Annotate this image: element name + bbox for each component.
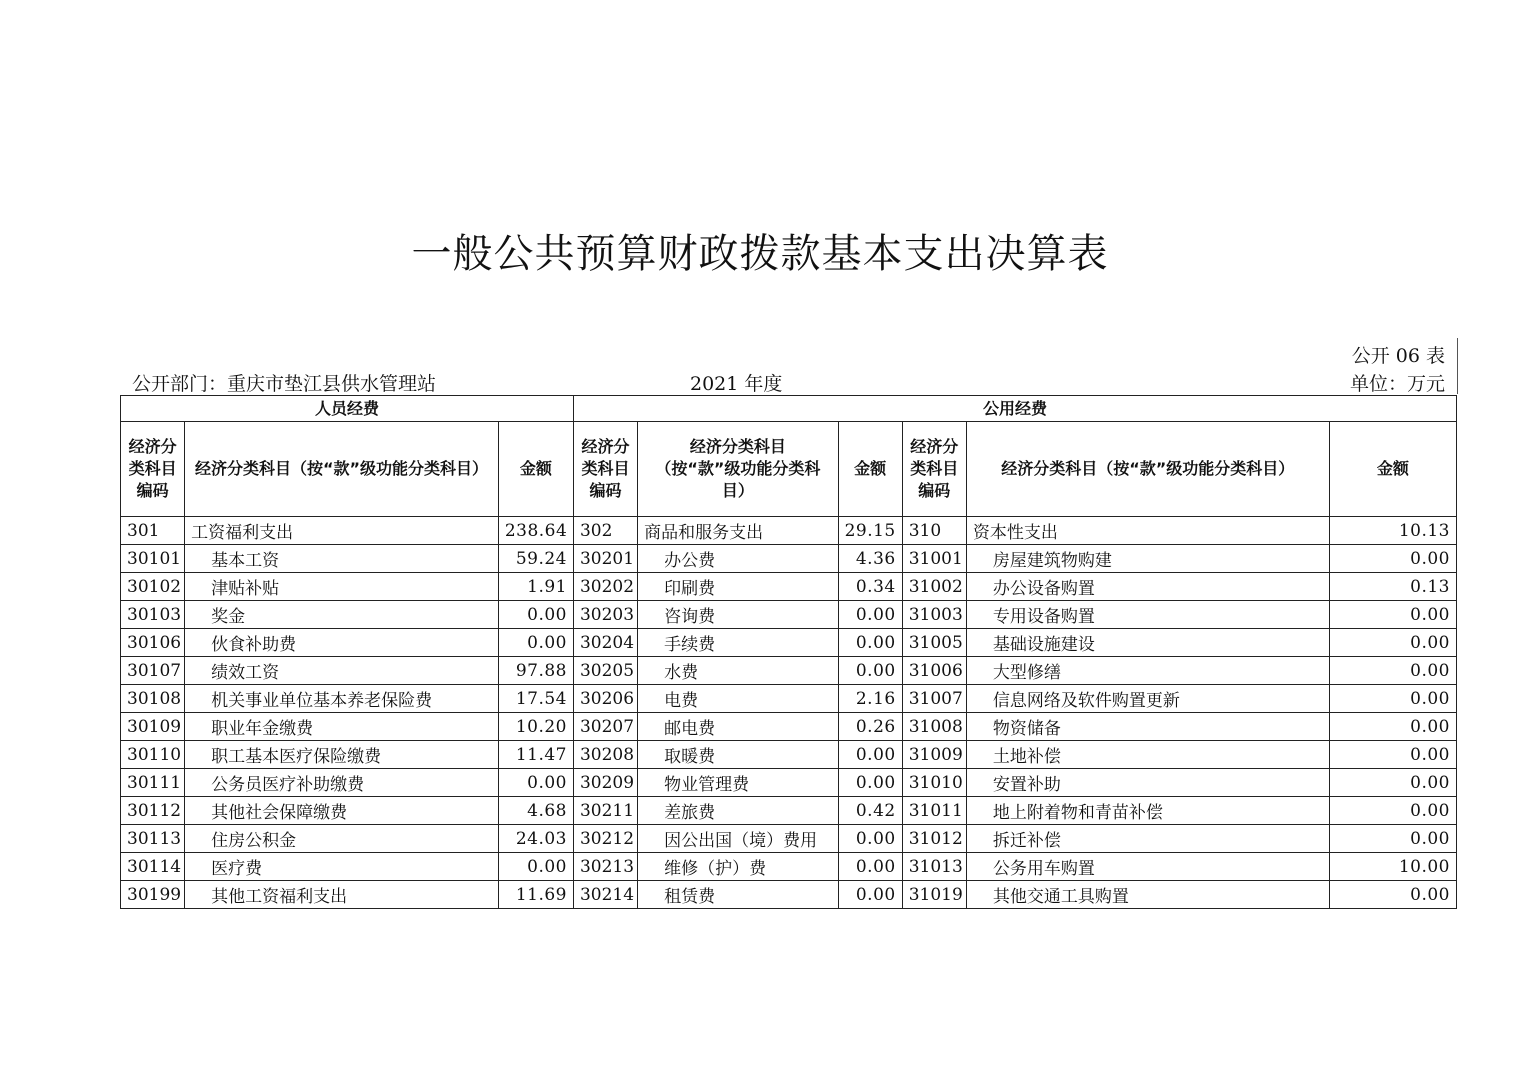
item-amount: 0.26 <box>838 713 902 741</box>
item-amount: 10.20 <box>498 713 573 741</box>
item-code: 31003 <box>902 601 966 629</box>
item-code: 31013 <box>902 853 966 881</box>
item-amount: 11.47 <box>498 741 573 769</box>
item-code: 30108 <box>121 685 185 713</box>
item-name: 大型修缮 <box>966 657 1329 685</box>
item-code: 30211 <box>573 797 637 825</box>
item-name: 拆迁补偿 <box>966 825 1329 853</box>
item-code: 30208 <box>573 741 637 769</box>
table-row <box>121 853 1457 881</box>
item-code: 30202 <box>573 573 637 601</box>
item-code: 31012 <box>902 825 966 853</box>
item-name: 商品和服务支出 <box>638 517 838 545</box>
item-amount: 0.00 <box>1329 685 1456 713</box>
header-name: 经济分类科目（按“款”级功能分类科目） <box>638 422 838 517</box>
group-public: 公用经费 <box>573 396 1456 422</box>
item-name: 基础设施建设 <box>966 629 1329 657</box>
table-row <box>121 769 1457 797</box>
item-amount: 0.00 <box>498 853 573 881</box>
item-code: 31002 <box>902 573 966 601</box>
item-name: 职业年金缴费 <box>185 713 499 741</box>
table-body <box>121 517 1457 909</box>
item-code: 30107 <box>121 657 185 685</box>
item-amount: 0.00 <box>1329 797 1456 825</box>
item-amount: 0.00 <box>1329 741 1456 769</box>
item-amount: 10.00 <box>1329 853 1456 881</box>
item-code: 31008 <box>902 713 966 741</box>
item-code: 30114 <box>121 853 185 881</box>
item-code: 31011 <box>902 797 966 825</box>
item-amount: 0.00 <box>1329 545 1456 573</box>
item-name: 土地补偿 <box>966 741 1329 769</box>
item-code: 30103 <box>121 601 185 629</box>
item-name: 伙食补助费 <box>185 629 499 657</box>
item-amount: 10.13 <box>1329 517 1456 545</box>
item-amount: 0.34 <box>838 573 902 601</box>
item-amount: 11.69 <box>498 881 573 909</box>
item-name: 资本性支出 <box>966 517 1329 545</box>
item-code: 31010 <box>902 769 966 797</box>
item-amount: 0.00 <box>838 629 902 657</box>
item-code: 31009 <box>902 741 966 769</box>
item-code: 30207 <box>573 713 637 741</box>
item-name: 安置补助 <box>966 769 1329 797</box>
expenditure-table <box>120 395 1457 909</box>
item-amount: 17.54 <box>498 685 573 713</box>
fiscal-year: 2021 年度 <box>690 373 783 395</box>
item-code: 31001 <box>902 545 966 573</box>
item-amount: 0.00 <box>498 601 573 629</box>
item-code: 31007 <box>902 685 966 713</box>
item-name: 地上附着物和青苗补偿 <box>966 797 1329 825</box>
table-row <box>121 629 1457 657</box>
item-name: 印刷费 <box>638 573 838 601</box>
item-code: 30101 <box>121 545 185 573</box>
item-amount: 0.00 <box>838 601 902 629</box>
form-number: 公开 06 表 <box>1351 345 1445 367</box>
item-code: 30205 <box>573 657 637 685</box>
table-row <box>121 713 1457 741</box>
table-row <box>121 741 1457 769</box>
header-code: 经济分类科目编码 <box>121 422 185 517</box>
item-name: 奖金 <box>185 601 499 629</box>
table-row <box>121 573 1457 601</box>
item-name: 信息网络及软件购置更新 <box>966 685 1329 713</box>
item-name: 房屋建筑物购建 <box>966 545 1329 573</box>
item-name: 物资储备 <box>966 713 1329 741</box>
item-name: 物业管理费 <box>638 769 838 797</box>
item-name: 咨询费 <box>638 601 838 629</box>
item-code: 30206 <box>573 685 637 713</box>
item-code: 30111 <box>121 769 185 797</box>
page-title: 一般公共预算财政拨款基本支出决算表 <box>411 231 1109 277</box>
item-amount: 59.24 <box>498 545 573 573</box>
item-code: 30112 <box>121 797 185 825</box>
item-name: 办公设备购置 <box>966 573 1329 601</box>
item-code: 302 <box>573 517 637 545</box>
item-code: 30110 <box>121 741 185 769</box>
item-name: 取暖费 <box>638 741 838 769</box>
item-code: 31006 <box>902 657 966 685</box>
item-name: 办公费 <box>638 545 838 573</box>
item-code: 30212 <box>573 825 637 853</box>
item-name: 医疗费 <box>185 853 499 881</box>
item-code: 301 <box>121 517 185 545</box>
item-name: 公务员医疗补助缴费 <box>185 769 499 797</box>
item-name: 水费 <box>638 657 838 685</box>
item-amount: 0.00 <box>838 853 902 881</box>
item-code: 31005 <box>902 629 966 657</box>
item-amount: 0.00 <box>498 769 573 797</box>
item-code: 30113 <box>121 825 185 853</box>
item-name: 因公出国（境）费用 <box>638 825 838 853</box>
header-code: 经济分类科目编码 <box>573 422 637 517</box>
divider <box>1457 338 1458 394</box>
item-amount: 0.00 <box>838 825 902 853</box>
item-name: 手续费 <box>638 629 838 657</box>
item-name: 其他社会保障缴费 <box>185 797 499 825</box>
item-amount: 0.00 <box>1329 629 1456 657</box>
table-row <box>121 797 1457 825</box>
item-amount: 0.13 <box>1329 573 1456 601</box>
header-amount: 金额 <box>498 422 573 517</box>
item-amount: 4.68 <box>498 797 573 825</box>
item-amount: 0.00 <box>1329 601 1456 629</box>
item-name: 差旅费 <box>638 797 838 825</box>
item-amount: 4.36 <box>838 545 902 573</box>
header-amount: 金额 <box>838 422 902 517</box>
item-name: 工资福利支出 <box>185 517 499 545</box>
item-amount: 24.03 <box>498 825 573 853</box>
item-name: 住房公积金 <box>185 825 499 853</box>
table-row <box>121 825 1457 853</box>
item-code: 30204 <box>573 629 637 657</box>
item-code: 31019 <box>902 881 966 909</box>
item-name: 津贴补贴 <box>185 573 499 601</box>
item-amount: 97.88 <box>498 657 573 685</box>
item-name: 其他交通工具购置 <box>966 881 1329 909</box>
header-amount: 金额 <box>1329 422 1456 517</box>
item-amount: 0.00 <box>1329 657 1456 685</box>
item-name: 绩效工资 <box>185 657 499 685</box>
item-code: 30209 <box>573 769 637 797</box>
item-name: 机关事业单位基本养老保险费 <box>185 685 499 713</box>
item-name: 专用设备购置 <box>966 601 1329 629</box>
item-name: 职工基本医疗保险缴费 <box>185 741 499 769</box>
item-amount: 0.00 <box>498 629 573 657</box>
department: 公开部门：重庆市垫江县供水管理站 <box>132 373 437 395</box>
item-code: 30214 <box>573 881 637 909</box>
item-amount: 0.00 <box>838 769 902 797</box>
table-row <box>121 517 1457 545</box>
item-amount: 0.00 <box>1329 713 1456 741</box>
item-code: 30199 <box>121 881 185 909</box>
item-name: 公务用车购置 <box>966 853 1329 881</box>
item-name: 其他工资福利支出 <box>185 881 499 909</box>
item-amount: 2.16 <box>838 685 902 713</box>
item-code: 30109 <box>121 713 185 741</box>
item-amount: 0.00 <box>1329 769 1456 797</box>
item-amount: 238.64 <box>498 517 573 545</box>
item-code: 30203 <box>573 601 637 629</box>
header-name: 经济分类科目（按“款”级功能分类科目） <box>966 422 1329 517</box>
item-name: 邮电费 <box>638 713 838 741</box>
item-code: 30201 <box>573 545 637 573</box>
table-row <box>121 545 1457 573</box>
item-name: 租赁费 <box>638 881 838 909</box>
unit-label: 单位：万元 <box>1349 373 1445 395</box>
item-amount: 0.00 <box>838 881 902 909</box>
item-code: 30213 <box>573 853 637 881</box>
table-row <box>121 685 1457 713</box>
item-name: 电费 <box>638 685 838 713</box>
item-amount: 1.91 <box>498 573 573 601</box>
group-personnel: 人员经费 <box>121 396 574 422</box>
item-name: 维修（护）费 <box>638 853 838 881</box>
item-amount: 0.00 <box>1329 825 1456 853</box>
item-amount: 0.00 <box>838 741 902 769</box>
item-code: 310 <box>902 517 966 545</box>
item-amount: 0.00 <box>838 657 902 685</box>
item-code: 30106 <box>121 629 185 657</box>
table-row <box>121 601 1457 629</box>
table-row <box>121 657 1457 685</box>
item-code: 30102 <box>121 573 185 601</box>
header-name: 经济分类科目（按“款”级功能分类科目） <box>185 422 499 517</box>
item-amount: 0.00 <box>1329 881 1456 909</box>
item-amount: 29.15 <box>838 517 902 545</box>
item-name: 基本工资 <box>185 545 499 573</box>
table-row <box>121 881 1457 909</box>
item-amount: 0.42 <box>838 797 902 825</box>
header-code: 经济分类科目编码 <box>902 422 966 517</box>
